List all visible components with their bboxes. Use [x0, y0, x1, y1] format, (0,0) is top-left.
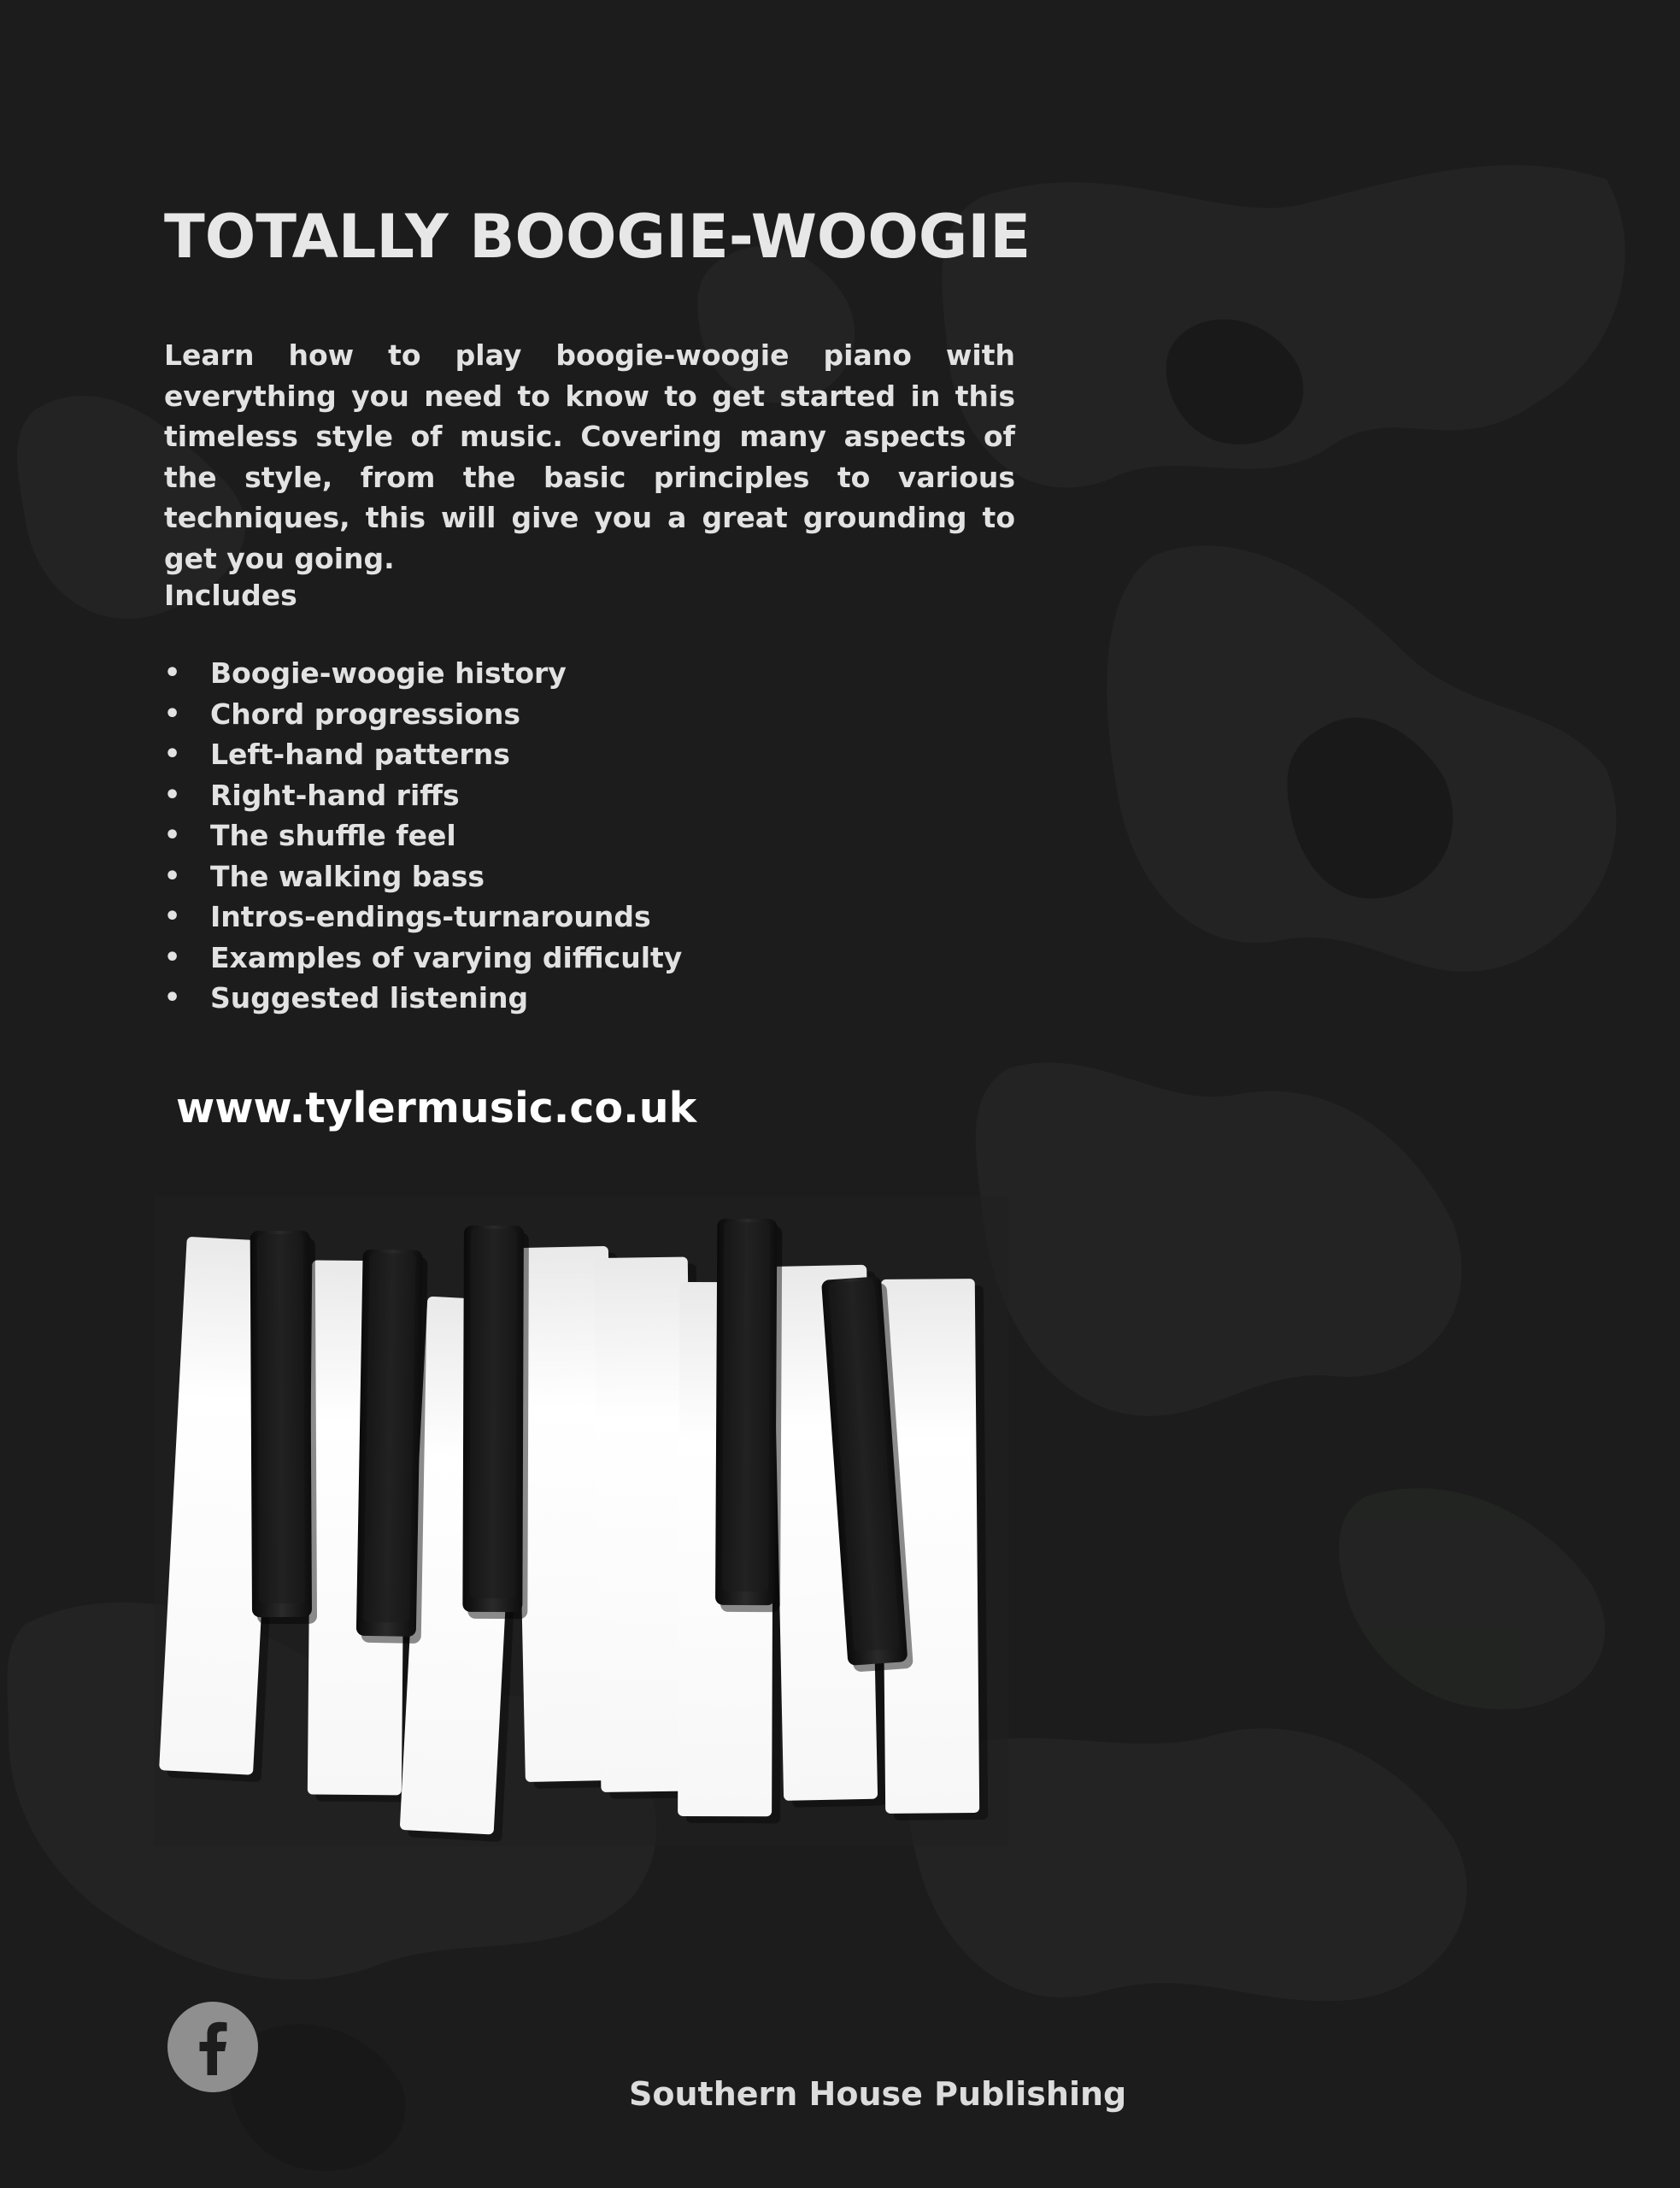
website-link[interactable]: www.tylermusic.co.uk	[176, 1084, 697, 1132]
feature-label: Suggested listening	[210, 981, 529, 1015]
feature-item	[164, 775, 682, 816]
includes-heading: Includes	[164, 579, 297, 612]
black-key	[356, 1250, 428, 1644]
bullet-icon: •	[164, 820, 181, 850]
feature-label: The shuffle feel	[210, 819, 456, 852]
feature-item	[164, 734, 682, 775]
black-key	[250, 1231, 317, 1624]
feature-label: Boogie-woogie history	[210, 656, 567, 690]
book-title: TOTALLY BOOGIE-WOOGIE	[164, 202, 1031, 272]
feature-item	[164, 653, 682, 694]
book-description: Learn how to play boogie-woogie piano with everything you need to know to get started in this timeless style of music. Covering many aspects of the style, from the basic principles to various techniques, this will give you a great grounding to get you going.	[164, 338, 1015, 575]
feature-label: Examples of varying difficulty	[210, 940, 683, 974]
facebook-icon	[167, 2002, 258, 2092]
feature-item	[164, 815, 682, 856]
feature-item	[164, 694, 682, 735]
bullet-icon: •	[164, 779, 181, 810]
feature-label: Chord progressions	[210, 697, 521, 731]
feature-item	[164, 938, 682, 979]
black-key	[715, 1219, 782, 1612]
features-list	[164, 653, 682, 1019]
publisher-name: Southern House Publishing	[629, 2075, 1127, 2113]
black-key	[462, 1226, 529, 1619]
feature-label: Intros-endings-turnarounds	[210, 900, 651, 933]
bullet-icon: •	[164, 739, 181, 769]
facebook-button[interactable]	[167, 2002, 258, 2092]
bullet-icon: •	[164, 658, 181, 688]
bullet-icon: •	[164, 983, 181, 1013]
feature-item	[164, 897, 682, 938]
piano-keys-illustration	[145, 1197, 1017, 1855]
bullet-icon: •	[164, 942, 181, 973]
feature-label: Right-hand riffs	[210, 778, 460, 812]
feature-item	[164, 856, 682, 897]
bullet-icon: •	[164, 902, 181, 932]
feature-label: Left-hand patterns	[210, 738, 510, 771]
bullet-icon: •	[164, 698, 181, 729]
feature-item	[164, 978, 682, 1019]
bullet-icon: •	[164, 861, 181, 891]
feature-label: The walking bass	[210, 859, 485, 893]
